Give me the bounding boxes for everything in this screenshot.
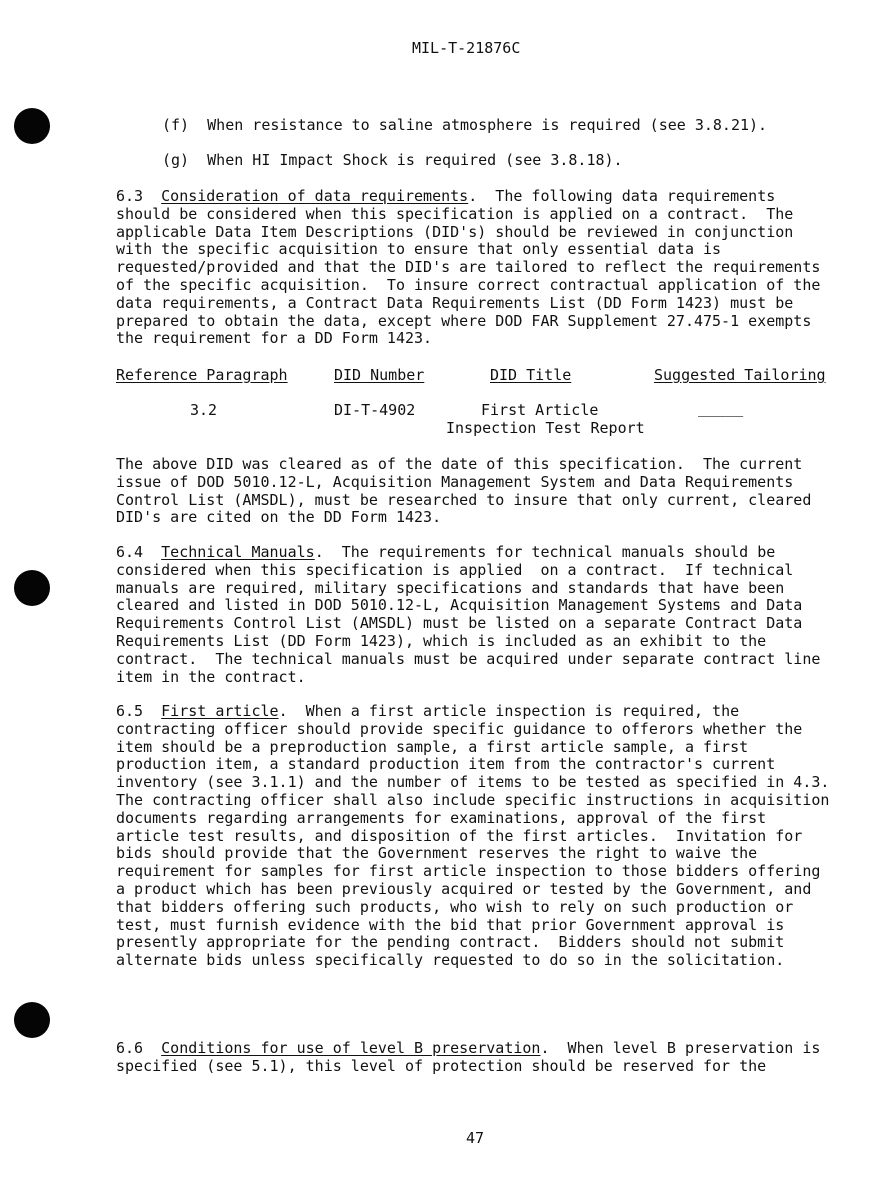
punch-hole-middle [14,570,50,606]
body-line: of the specific acquisition. To insure correct contractual application of the [116,275,821,294]
list-item-g [162,152,623,170]
body-line: contracting officer should provide specific guidance to offerors whether the [116,719,803,738]
body-line: presently appropriate for the pending contract. Bidders should not submit [116,933,785,952]
did-note [116,456,856,527]
body-line: cleared and listed in DOD 5010.12-L, Acquisition Management Systems and Data [116,596,803,615]
body-line: The contracting officer shall also include specific instructions in acquisition [116,790,830,809]
body-line: Requirements List (DD Form 1423), which is included as an exhibit to the [116,631,767,650]
body-line: data requirements, a Contract Data Requirements List (DD Form 1423) must be [116,293,794,312]
list-item-text: When resistance to saline atmosphere is required (see 3.8.21). [207,116,768,134]
body-line: inventory (see 3.1.1) and the number of items to be tested as specified in 4.3. [116,773,830,792]
section-first-line: 6.6 Conditions for use of level B preservation. When level B preservation is [116,1039,821,1057]
list-item-label: (f) [162,116,190,134]
body-line: The above DID was cleared as of the date of this specification. The current [116,455,803,473]
body-line: with the specific acquisition to ensure that only essential data is [116,240,722,259]
body-line: prepared to obtain the data, except where DOD FAR Supplement 27.475-1 exempts [116,311,812,330]
body-line: requirement for samples for first article inspection to those bidders offering [116,862,821,881]
section-6-6 [116,1040,856,1076]
section-first-line: 6.5 First article. When a first article inspection is required, the [116,702,740,720]
section-6-3 [116,188,856,348]
body-line: specified (see 5.1), this level of protection should be reserved for the [116,1056,767,1075]
table-cell-title-line1: First Article [481,401,599,419]
table-cell-tailoring: _____ [698,399,744,417]
body-line: item in the contract. [116,667,306,686]
body-line: bids should provide that the Government reserves the right to waive the [116,844,758,863]
body-line: item should be a preproduction sample, a first article sample, a first [116,737,749,756]
section-number: 6.4 [116,543,144,561]
body-line: production item, a standard production item from the contractor's current [116,755,776,774]
body-line: considered when this specification is applied on a contract. If technical [116,560,794,579]
body-line: test, must furnish evidence with the bid that prior Government approval is [116,915,785,934]
section-heading: Consideration of data requirements [161,187,469,205]
table-cell-reference: 3.2 [190,401,218,419]
page-number: 47 [466,1129,485,1147]
punch-hole-top [14,108,50,144]
section-number: 6.6 [116,1039,144,1057]
body-line: documents regarding arrangements for examinations, approval of the first [116,808,767,827]
body-line: requested/provided and that the DID's are tailored to reflect the requirements [116,258,821,277]
table-header-reference: Reference Paragraph [116,366,288,384]
section-first-line: 6.4 Technical Manuals. The requirements for technical manuals should be [116,543,776,561]
section-first-line: 6.3 Consideration of data requirements. The following data requirements [116,187,776,205]
section-heading: Technical Manuals [161,543,315,561]
body-line: Requirements Control List (AMSDL) must be listed on a separate Contract Data [116,614,803,633]
body-line: the requirement for a DD Form 1423. [116,329,433,348]
section-heading: First article [161,702,279,720]
table-header-did-title: DID Title [490,366,572,384]
body-line: DID's are cited on the DD Form 1423. [116,508,442,527]
body-line: contract. The technical manuals must be acquired under separate contract line [116,649,821,668]
body-line: article test results, and disposition of the first articles. Invitation for [116,826,803,845]
body-line: alternate bids unless specifically requested to do so in the solicitation. [116,951,785,970]
body-line: Control List (AMSDL), must be researched to insure that only current, cleared [116,490,812,509]
section-number: 6.3 [116,187,144,205]
punch-hole-bottom [14,1002,50,1038]
table-cell-did-number: DI-T-4902 [334,401,416,419]
section-6-4 [116,544,856,686]
list-item-f [162,117,767,135]
table-cell-title-line2: Inspection Test Report [446,419,645,437]
body-line: applicable Data Item Descriptions (DID's) should be reviewed in conjunction [116,222,794,241]
document-number: MIL-T-21876C [412,39,521,57]
table-header-did-number: DID Number [334,366,425,384]
section-heading: Conditions for use of level B preservation [161,1039,541,1057]
section-6-5 [116,703,856,970]
section-number: 6.5 [116,702,144,720]
body-line: issue of DOD 5010.12-L, Acquisition Management System and Data Requirements [116,472,794,491]
table-header-tailoring: Suggested Tailoring [654,366,826,384]
body-line: a product which has been previously acquired or tested by the Government, and [116,879,812,898]
body-line: that bidders offering such products, who wish to rely on such production or [116,897,794,916]
body-line: manuals are required, military specifications and standards that have been [116,578,785,597]
body-line: should be considered when this specification is applied on a contract. The [116,204,794,223]
list-item-label: (g) [162,151,190,169]
list-item-text: When HI Impact Shock is required (see 3.8.18). [207,151,623,169]
